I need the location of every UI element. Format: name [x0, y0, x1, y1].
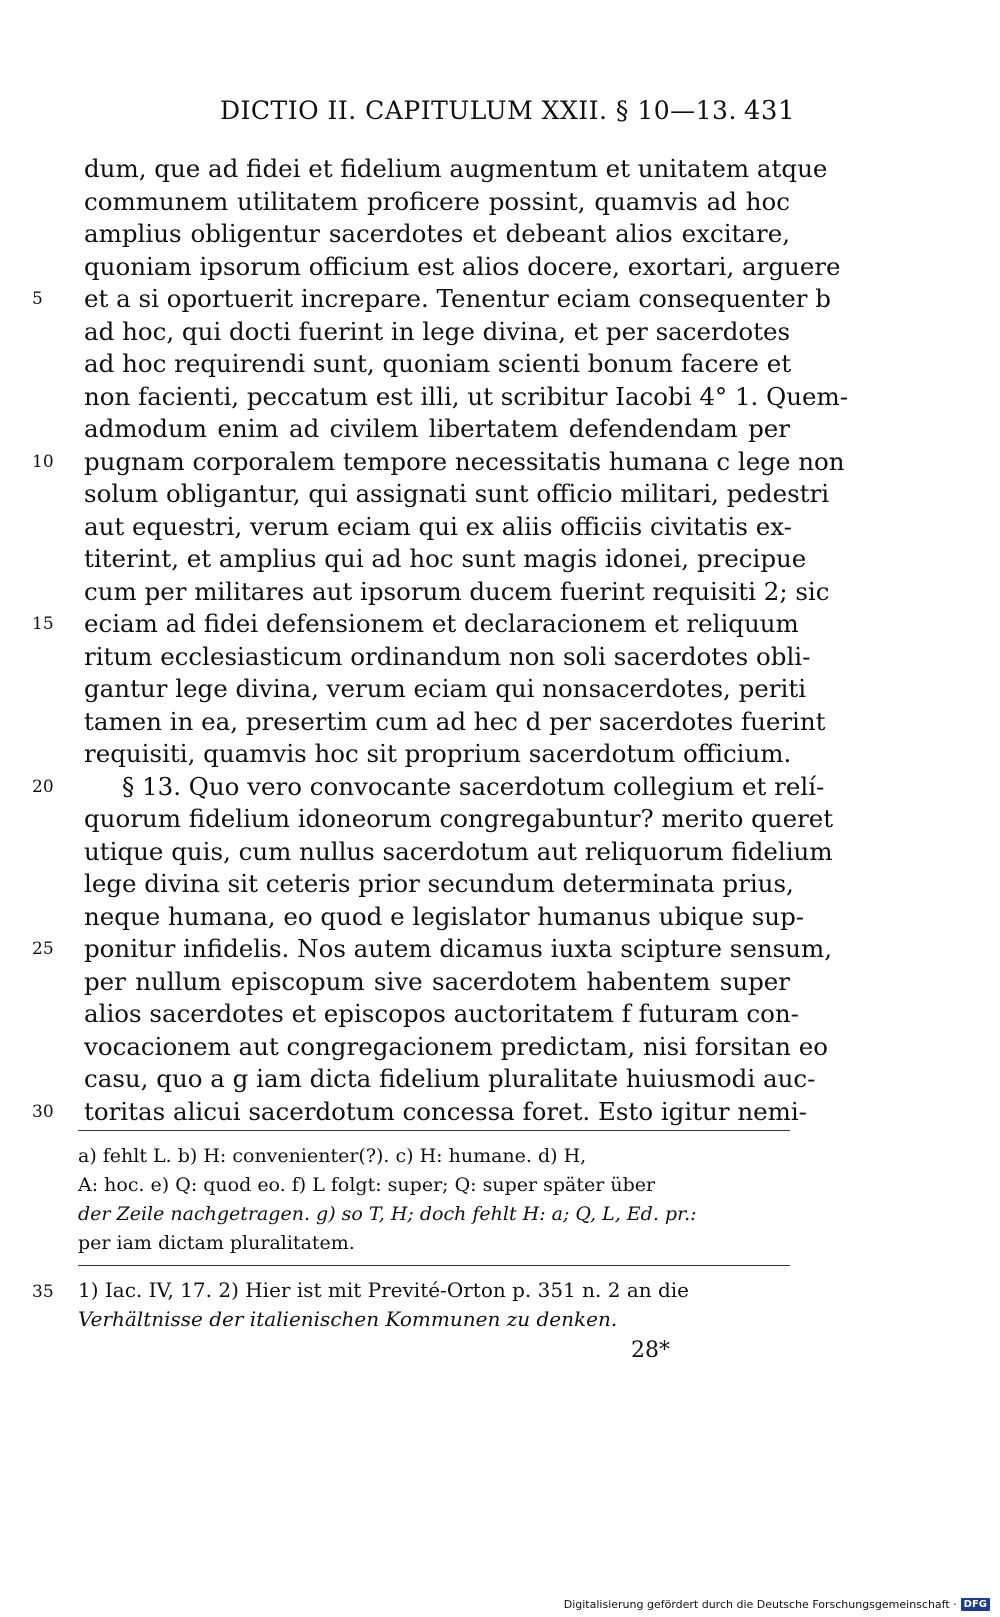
line-text: ritum ecclesiasticum ordinandum non soli sacerdotes obli-: [84, 641, 811, 671]
line-text: gantur lege divina, verum eciam qui nonsacerdotes, periti: [84, 674, 807, 703]
line-text: requisiti, quamvis hoc sit proprium sacerdotum officium.: [84, 739, 792, 768]
footnote-line: Verhältnisse der italienischen Kommunen zu denken.: [78, 1307, 618, 1331]
text-line: [32, 283, 831, 316]
signature-mark: 28*: [631, 1338, 670, 1363]
text-line: [84, 381, 848, 414]
text-line: [32, 933, 832, 966]
text-line: [84, 706, 826, 739]
line-number: 5: [32, 289, 43, 309]
text-line: [84, 998, 799, 1031]
apparatus-line: a) fehlt L. b) H: convenienter(?). c) H: humane. d) H,: [78, 1145, 587, 1167]
line-number: 25: [32, 939, 54, 959]
text-line: [84, 348, 790, 381]
text-line: [84, 1063, 816, 1096]
apparatus-line: A: hoc. e) Q: quod eo. f) L folgt: super; Q: super später über: [78, 1174, 656, 1196]
line-text: non facienti, peccatum est illi, ut scribitur Iacobi 4° 1. Quem-: [84, 381, 848, 411]
text-line: [84, 966, 790, 999]
text-line: [84, 478, 830, 511]
signature-row: [78, 1336, 790, 1366]
line-text: solum obligantur, qui assignati sunt officio militari, pedestri: [84, 479, 830, 508]
line-number: 15: [32, 614, 54, 634]
text-line: [84, 1031, 828, 1064]
digitization-credit: [564, 1598, 990, 1611]
line-text: amplius obligentur sacerdotes et debeant alios excitare,: [84, 219, 790, 248]
line-text: toritas alicui sacerdotum concessa foret. Esto igitur nemi-: [84, 1096, 807, 1126]
text-line: [84, 316, 790, 349]
apparatus-divider: [78, 1130, 790, 1131]
text-line: [84, 251, 841, 284]
line-text: admodum enim ad civilem libertatem defendendam per: [84, 414, 790, 443]
line-number: 30: [32, 1101, 54, 1122]
credit-text: Digitalisierung gefördert durch die Deutsche Forschungsgemeinschaft ·: [563, 1598, 957, 1611]
line-text: eciam ad fidei defensionem et declaracionem et reliquum: [84, 609, 799, 638]
text-line: [32, 608, 799, 641]
text-line: [84, 673, 807, 706]
line-text: ponitur infidelis. Nos autem dicamus iuxta scipture sensum,: [84, 934, 832, 963]
line-text: lege divina sit ceteris prior secundum determinata prius,: [84, 869, 794, 898]
line-text: alios sacerdotes et episcopos auctoritatem f futuram con-: [84, 999, 799, 1028]
line-number: 10: [32, 451, 54, 472]
text-line: [84, 901, 805, 934]
apparatus-line: der Zeile nachgetragen. g) so T, H; doch fehlt H: a; Q, L, Ed. pr.:: [78, 1203, 697, 1225]
footnote-divider: [78, 1265, 790, 1266]
line-text: quoniam ipsorum officium est alios docere, exortari, arguere: [84, 251, 841, 281]
line-text: aut equestri, verum eciam qui ex aliis officiis civitatis ex-: [84, 511, 792, 541]
line-text: titerint, et amplius qui ad hoc sunt magis idonei, precipue: [84, 544, 807, 573]
line-text: neque humana, eo quod e legislator humanus ubique sup-: [84, 901, 805, 931]
text-line: [84, 641, 811, 674]
apparatus-line: per iam dictam pluralitatem.: [78, 1232, 355, 1254]
main-text: [32, 153, 848, 1128]
text-line: [32, 771, 825, 804]
text-line: [84, 576, 830, 609]
page-number: 431: [743, 96, 795, 126]
line-text: tamen in ea, presertim cum ad hec d per sacerdotes fuerint: [84, 706, 826, 736]
text-line: [84, 738, 790, 771]
footnote-line: 1) Iac. IV, 17. 2) Hier ist mit Previté-Orton p. 351 n. 2 an die: [78, 1278, 690, 1302]
line-text: et a si oportuerit increpare. Tenentur eciam consequenter b: [84, 284, 831, 313]
line-text: pugnam corporalem tempore necessitatis humana c lege non: [84, 446, 845, 476]
text-line: [32, 446, 845, 479]
text-line: [84, 868, 794, 901]
text-line: [32, 1096, 807, 1129]
line-text: ad hoc, qui docti fuerint in lege divina, et per sacerdotes: [84, 316, 791, 346]
running-title: DICTIO II. CAPITULUM XXII. § 10—13.: [220, 96, 737, 125]
line-text: casu, quo a g iam dicta fidelium pluralitate huiusmodi auc-: [84, 1064, 816, 1093]
text-line: [84, 218, 790, 251]
text-line: [84, 153, 828, 186]
line-text: cum per militares aut ipsorum ducem fuerint requisiti 2; sic: [84, 576, 830, 606]
line-number: 20: [32, 776, 54, 797]
line-text: dum, que ad fidei et fidelium augmentum et unitatem atque: [84, 154, 828, 183]
text-line: [84, 543, 807, 576]
text-line: [84, 186, 790, 219]
text-line: [84, 836, 833, 869]
text-line: [84, 413, 790, 446]
text-line: [84, 803, 834, 836]
dfg-logo: DFG: [961, 1598, 990, 1611]
footnotes: [78, 1276, 790, 1334]
line-text: vocacionem aut congregacionem predictam, nisi forsitan eo: [84, 1031, 828, 1061]
text-line: [84, 511, 790, 544]
footnote-line-number: 35: [32, 1282, 54, 1302]
critical-apparatus: [78, 1142, 790, 1258]
line-text: per nullum episcopum sive sacerdotem habentem super: [84, 966, 790, 996]
line-text: communem utilitatem proficere possint, quamvis ad hoc: [84, 186, 790, 216]
line-text: ad hoc requirendi sunt, quoniam scienti bonum facere et: [84, 349, 792, 378]
line-text: quorum fidelium idoneorum congregabuntur? merito queret: [84, 804, 834, 833]
line-text: § 13. Quo vero convocante sacerdotum collegium et relí-: [122, 771, 825, 801]
line-text: utique quis, cum nullus sacerdotum aut reliquorum fidelium: [84, 836, 833, 866]
